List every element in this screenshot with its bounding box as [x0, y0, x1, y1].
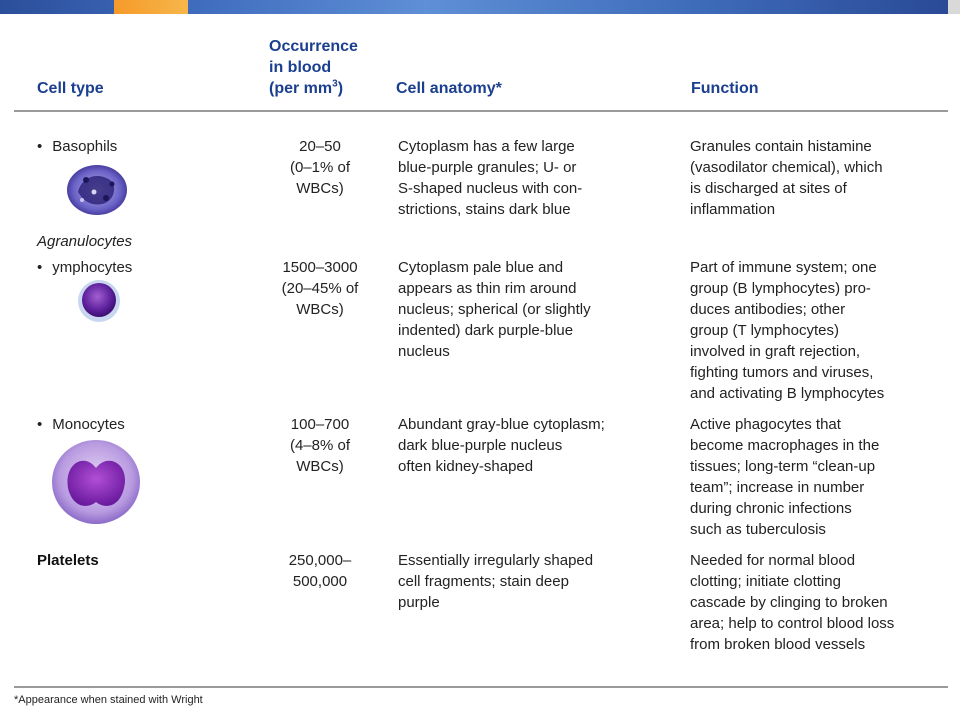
- function-lymphocytes: Part of immune system; one group (B lymphocytes) pro- duces antibodies; other group (T lymphocytes) involved in graft rejection, fighting tumors and viruses, and activating B lymphocytes: [690, 259, 885, 402]
- cell-type-basophils: • Basophils: [37, 136, 117, 157]
- section-label-agranulocytes: Agranulocytes: [37, 233, 133, 250]
- occurrence-platelets: 250,000– 500,000: [288, 552, 352, 590]
- header-rule: [14, 110, 948, 112]
- lymphocyte-image: [76, 278, 122, 324]
- occurrence-monocytes: 100–700 (4–8% of WBCs): [289, 416, 351, 475]
- function-basophils: Granules contain histamine (vasodilator chemical), which is discharged at sites of inflammation: [690, 138, 883, 218]
- anatomy-basophils: Cytoplasm has a few large blue-purple granules; U- or S-shaped nucleus with con- strictions, stains dark blue: [398, 138, 583, 218]
- anatomy-lymphocytes: Cytoplasm pale blue and appears as thin rim around nucleus; spherical (or slightly indented) dark purple-blue nucleus: [398, 259, 591, 360]
- header-cell-type: Cell type: [37, 80, 104, 97]
- banner-edge: [948, 0, 960, 14]
- cell-type-platelets: Platelets: [37, 552, 99, 569]
- occurrence-lymphocytes: 1500–3000 (20–45% of WBCs): [281, 259, 359, 318]
- header-function: Function: [691, 80, 759, 97]
- occurrence-basophils: 20–50 (0–1% of WBCs): [289, 138, 351, 197]
- header-cell-anatomy: Cell anatomy*: [396, 80, 502, 97]
- cell-type-monocytes: • Monocytes: [37, 414, 125, 435]
- function-platelets: Needed for normal blood clotting; initiate clotting cascade by clinging to broken area; help to control blood loss from broken blood vessels: [690, 552, 895, 653]
- function-monocytes: Active phagocytes that become macrophages in the tissues; long-term “clean-up team”; increase in number during chronic infections such as tuberculosis: [690, 416, 880, 538]
- footnote: *Appearance when stained with Wright: [14, 694, 203, 706]
- anatomy-platelets: Essentially irregularly shaped cell fragments; stain deep purple: [398, 552, 594, 611]
- monocyte-image: [50, 438, 142, 526]
- basophil-image: [64, 162, 130, 218]
- footer-rule: [14, 686, 948, 688]
- anatomy-monocytes: Abundant gray-blue cytoplasm; dark blue-purple nucleus often kidney-shaped: [398, 416, 605, 475]
- banner-orange-tab: [114, 0, 188, 14]
- header-occurrence: Occurrence in blood (per $mm^3$): [269, 38, 358, 97]
- cell-type-lymphocytes: • ymphocytes: [37, 257, 132, 278]
